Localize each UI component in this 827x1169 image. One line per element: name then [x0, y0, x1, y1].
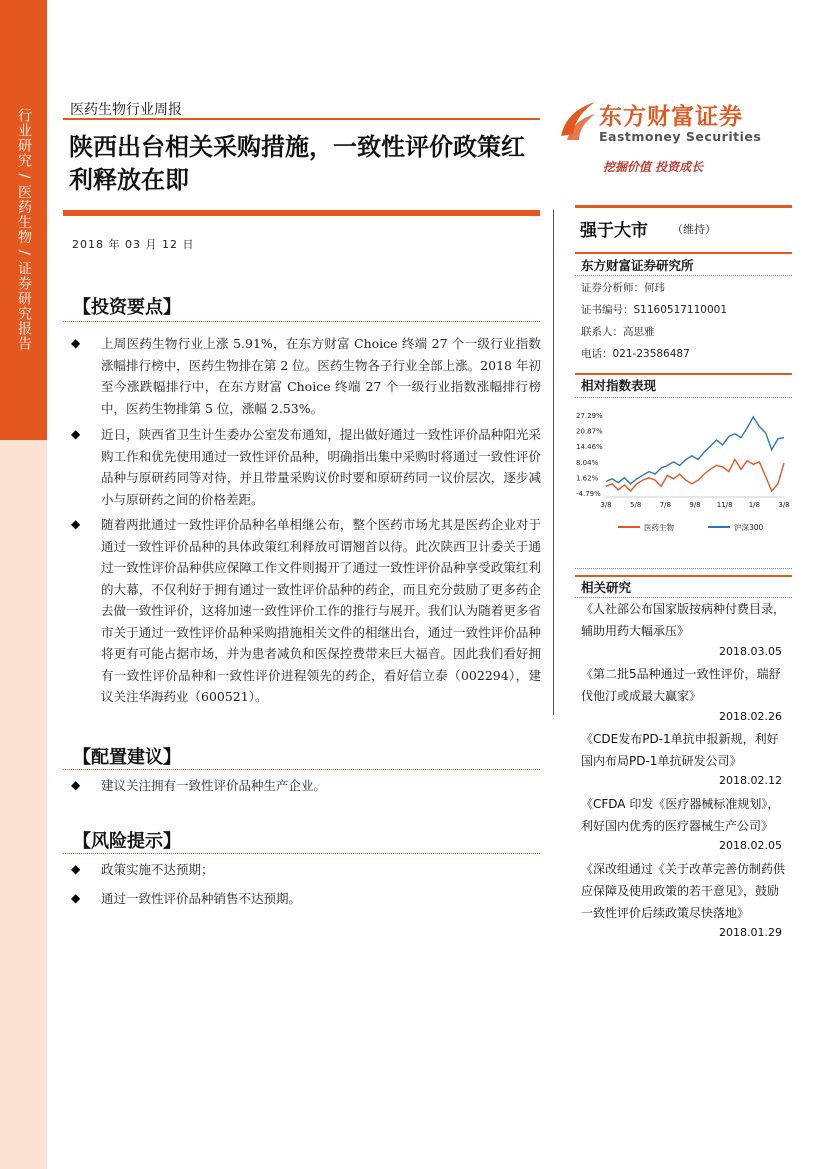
list-item: ◆ 随着两批通过一致性评价品种名单相继公布，整个医药市场尤其是医药企业对于通过一致性评价品种的具体政策红利释放可谓翘首以待。此次陕西卫计委关于通过一致性评价品种供应保障工作文件则揭开了通过一致性评价品种享受政策红利的大幕，不仅利好于拥有通过一致性评价品种的药企，而且充分鼓励了更多药企去做一致性评价，这将加速一致性评价工作的推行与展开。我们认为随着更多省市关于通过一致性评价品种采购措施相关文件的相继出台，通过一致性评价品种将更有可能占据市场，并为患者减负和医保控费带来巨大福音。因此我们看好拥有一致性评价品种和一致性评价进程领先的药企，看好信立泰（002294），建议关注华海药业（600521）。: [71, 514, 541, 708]
related-title: 相关研究: [581, 580, 632, 595]
x-tick-label: 11/8: [716, 501, 733, 509]
brand-logo: [557, 96, 762, 150]
list-item: ◆ 通过一致性评价品种销售不达预期。: [71, 888, 541, 910]
x-tick-label: 9/8: [689, 501, 701, 509]
column-divider: [553, 210, 554, 715]
y-tick-label: 20.87%: [576, 427, 603, 436]
list-item: ◆ 建议关注拥有一致性评价品种生产企业。: [71, 775, 541, 797]
diamond-bullet-icon: ◆: [71, 891, 81, 905]
report-category: 医药生物行业周报: [70, 102, 182, 118]
series-line-沪深300: [606, 417, 784, 484]
legend-label: 沪深300: [734, 523, 764, 532]
x-tick-label: 1/8: [748, 501, 760, 509]
contact-phone: 电话：021-23586487: [581, 348, 690, 360]
y-tick-label: 27.29%: [576, 412, 603, 420]
related-report-title[interactable]: 《人社部公布国家版按病种付费目录，辅助用药大幅承压》: [581, 602, 786, 638]
related-report-date: 2018.01.29: [719, 926, 782, 939]
related-report-date: 2018.02.12: [719, 774, 782, 787]
investment-heading: 【投资要点】: [73, 297, 181, 318]
list-item: ◆ 政策实施不达预期；: [71, 859, 541, 881]
related-divider: [575, 575, 792, 577]
x-tick-label: 3/8: [600, 501, 612, 509]
institute-name: 东方财富证券研究所: [581, 258, 694, 273]
x-tick-label: 7/8: [659, 501, 671, 509]
series-line-医药生物: [606, 460, 784, 492]
performance-subdivider: [575, 397, 792, 398]
related-report-title[interactable]: 《深改组通过《关于改革完善仿制药供应保障及使用政策的若干意见》，鼓励一致性评价后续政策尽快落地》: [581, 862, 786, 920]
allocation-heading: 【配置建议】: [73, 747, 181, 768]
sidebar-label: 行业研究 / 医药生物 / 证券研究报告: [16, 108, 32, 352]
related-report-title[interactable]: 《CDE发布PD-1单抗申报新规，利好国内布局PD-1单抗研发公司》: [581, 732, 779, 768]
related-report-date: 2018.02.05: [719, 839, 782, 852]
diamond-bullet-icon: ◆: [71, 517, 81, 531]
section-divider: [63, 853, 540, 854]
performance-title: 相对指数表现: [581, 378, 657, 393]
chart-divider: [575, 568, 792, 569]
x-tick-label: 5/8: [630, 501, 642, 509]
header-divider: [63, 118, 540, 120]
diamond-bullet-icon: ◆: [71, 778, 81, 792]
related-report-date: 2018.02.26: [719, 710, 782, 723]
contact-person: 联系人：高思雅: [581, 326, 655, 338]
y-tick-label: -4.79%: [576, 490, 601, 498]
performance-divider: [575, 373, 792, 375]
legend-label: 医药生物: [644, 523, 674, 532]
y-tick-label: 1.62%: [576, 474, 599, 483]
list-item: ◆ 近日，陕西省卫生计生委办公室发布通知，提出做好通过一致性评价品种阳光采购工作和优先使用通过一致性评价品种，明确指出集中采购时将通过一致性评价品种与原研药同等对待，并且带量采购议价时要和原研药同一议价层次，逐步减小与原研药之间的价格差距。: [71, 424, 541, 510]
sidebar-accent: [0, 0, 47, 440]
analyst-license: 证书编号：S1160517110001: [581, 304, 728, 316]
diamond-bullet-icon: ◆: [71, 336, 81, 350]
report-date: 2018 年 03 月 12 日: [72, 238, 195, 251]
institute-subdivider: [575, 275, 792, 276]
rating-divider: [575, 205, 792, 208]
diamond-bullet-icon: ◆: [71, 862, 81, 876]
analyst-name: 证券分析师：何玮: [581, 282, 665, 294]
risk-heading: 【风险提示】: [73, 831, 181, 852]
brand-name-en: Eastmoney Securities: [599, 129, 762, 144]
related-report-title[interactable]: 《第二批5品种通过一致性评价，瑞舒伐他汀或成最大赢家》: [581, 667, 781, 703]
section-divider: [63, 769, 540, 770]
title-divider: [63, 210, 540, 216]
rating-status: （维持）: [672, 223, 716, 236]
y-tick-label: 14.46%: [576, 443, 603, 452]
x-tick-label: 3/8: [778, 501, 790, 509]
relative-index-chart: [574, 405, 792, 537]
y-tick-label: 8.04%: [576, 458, 599, 467]
page-title: 陕西出台相关采购措施，一致性评价政策红利释放在即: [69, 133, 525, 194]
brand-flame-icon: [557, 96, 599, 142]
institute-divider: [575, 252, 792, 254]
list-item: ◆ 上周医药生物行业上涨 5.91%，在东方财富 Choice 终端 27 个一级行业指数涨幅排行榜中，医药生物排在第 2 位。医药生物各子行业全部上涨。2018 年初至今涨跌幅排行中，在东方财富 Choice 终端 27 个一级行业指数涨幅排行榜中，医药生物排第 5 位，涨幅 2.53%。: [71, 333, 541, 419]
brand-name-cn: 东方财富证券: [599, 104, 743, 130]
section-divider: [63, 321, 540, 322]
related-report-title[interactable]: 《CFDA 印发《医疗器械标准规划》，利好国内优秀的医疗器械生产公司》: [581, 797, 780, 833]
industry-rating: 强于大市: [580, 221, 648, 241]
diamond-bullet-icon: ◆: [71, 427, 81, 441]
brand-slogan: 挖掘价值 投资成长: [603, 160, 704, 174]
related-report-date: 2018.03.05: [719, 645, 782, 658]
